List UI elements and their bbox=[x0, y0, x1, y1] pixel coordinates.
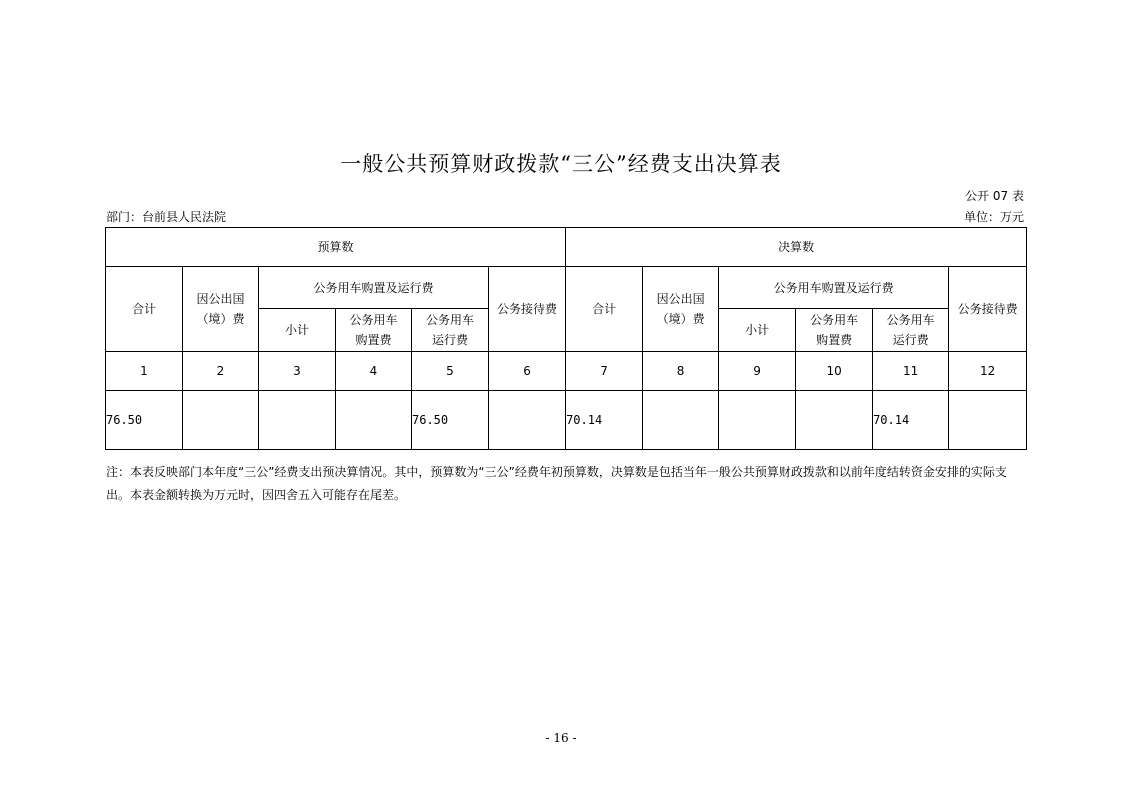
actual-vehicle-buy-line2: 购置费 bbox=[816, 333, 853, 347]
budget-vehicle-header: 公务用车购置及运行费 bbox=[259, 267, 489, 309]
page-number: - 16 - bbox=[545, 731, 577, 745]
budget-abroad-header bbox=[183, 267, 259, 352]
index-cell: 9 bbox=[719, 352, 796, 391]
value-cell bbox=[259, 391, 336, 450]
actual-vehicle-header: 公务用车购置及运行费 bbox=[719, 267, 949, 309]
actual-abroad-line2: （境）费 bbox=[656, 312, 705, 326]
value-cell bbox=[336, 391, 412, 450]
index-cell: 1 bbox=[106, 352, 183, 391]
index-cell: 8 bbox=[643, 352, 719, 391]
footnote: 注：本表反映部门本年度“三公”经费支出预决算情况。其中，预算数为“三公”经费年初预算数，决算数是包括当年一般公共预算财政拨款和以前年度结转资金安排的实际支出。本表金额转换为万元时，因四舍五入可能存在尾差。 bbox=[106, 465, 1007, 502]
actual-vehicle-run-line1: 公务用车 bbox=[886, 313, 935, 327]
actual-header: 决算数 bbox=[566, 228, 1027, 267]
index-cell: 10 bbox=[796, 352, 873, 391]
actual-abroad-header bbox=[643, 267, 719, 352]
budget-subtotal-header: 小计 bbox=[259, 309, 336, 352]
budget-vehicle-buy-line2: 购置费 bbox=[355, 333, 392, 347]
budget-abroad-line1: 因公出国 bbox=[196, 292, 245, 306]
page-title: 一般公共预算财政拨款“三公”经费支出决算表 bbox=[340, 152, 782, 176]
index-cell: 5 bbox=[412, 352, 489, 391]
budget-vehicle-run-line1: 公务用车 bbox=[425, 313, 474, 327]
data-row bbox=[106, 391, 1027, 450]
form-number: 公开 07 表 bbox=[965, 189, 1024, 203]
budget-vehicle-run-line2: 运行费 bbox=[431, 333, 468, 347]
budget-vehicle-buy-header bbox=[336, 309, 412, 352]
value-cell bbox=[949, 391, 1027, 450]
index-cell: 2 bbox=[183, 352, 259, 391]
header-row-group bbox=[106, 228, 1027, 267]
value-cell: 76.50 bbox=[106, 391, 183, 450]
index-cell: 4 bbox=[336, 352, 412, 391]
value-cell bbox=[796, 391, 873, 450]
budget-vehicle-buy-line1: 公务用车 bbox=[349, 313, 398, 327]
budget-total-header: 合计 bbox=[106, 267, 183, 352]
value-cell: 70.14 bbox=[873, 391, 949, 450]
actual-reception-header: 公务接待费 bbox=[949, 267, 1027, 352]
unit-label: 单位：万元 bbox=[963, 210, 1024, 224]
index-cell: 3 bbox=[259, 352, 336, 391]
actual-vehicle-run-header bbox=[873, 309, 949, 352]
value-cell bbox=[183, 391, 259, 450]
budget-vehicle-run-header bbox=[412, 309, 489, 352]
actual-vehicle-run-line2: 运行费 bbox=[892, 333, 929, 347]
actual-subtotal-header: 小计 bbox=[719, 309, 796, 352]
actual-abroad-line1: 因公出国 bbox=[656, 292, 705, 306]
value-cell: 70.14 bbox=[566, 391, 643, 450]
index-cell: 7 bbox=[566, 352, 643, 391]
value-cell bbox=[643, 391, 719, 450]
header-row-categories bbox=[106, 267, 1027, 309]
value-cell: 76.50 bbox=[412, 391, 489, 450]
index-row bbox=[106, 352, 1027, 391]
value-cell bbox=[489, 391, 566, 450]
expenditure-table bbox=[105, 227, 1027, 450]
budget-header: 预算数 bbox=[106, 228, 566, 267]
budget-reception-header: 公务接待费 bbox=[489, 267, 566, 352]
department-label: 部门：台前县人民法院 bbox=[106, 210, 227, 224]
index-cell: 11 bbox=[873, 352, 949, 391]
actual-vehicle-buy-header bbox=[796, 309, 873, 352]
index-cell: 12 bbox=[949, 352, 1027, 391]
actual-vehicle-buy-line1: 公务用车 bbox=[810, 313, 859, 327]
index-cell: 6 bbox=[489, 352, 566, 391]
budget-abroad-line2: （境）费 bbox=[196, 312, 245, 326]
value-cell bbox=[719, 391, 796, 450]
actual-total-header: 合计 bbox=[566, 267, 643, 352]
